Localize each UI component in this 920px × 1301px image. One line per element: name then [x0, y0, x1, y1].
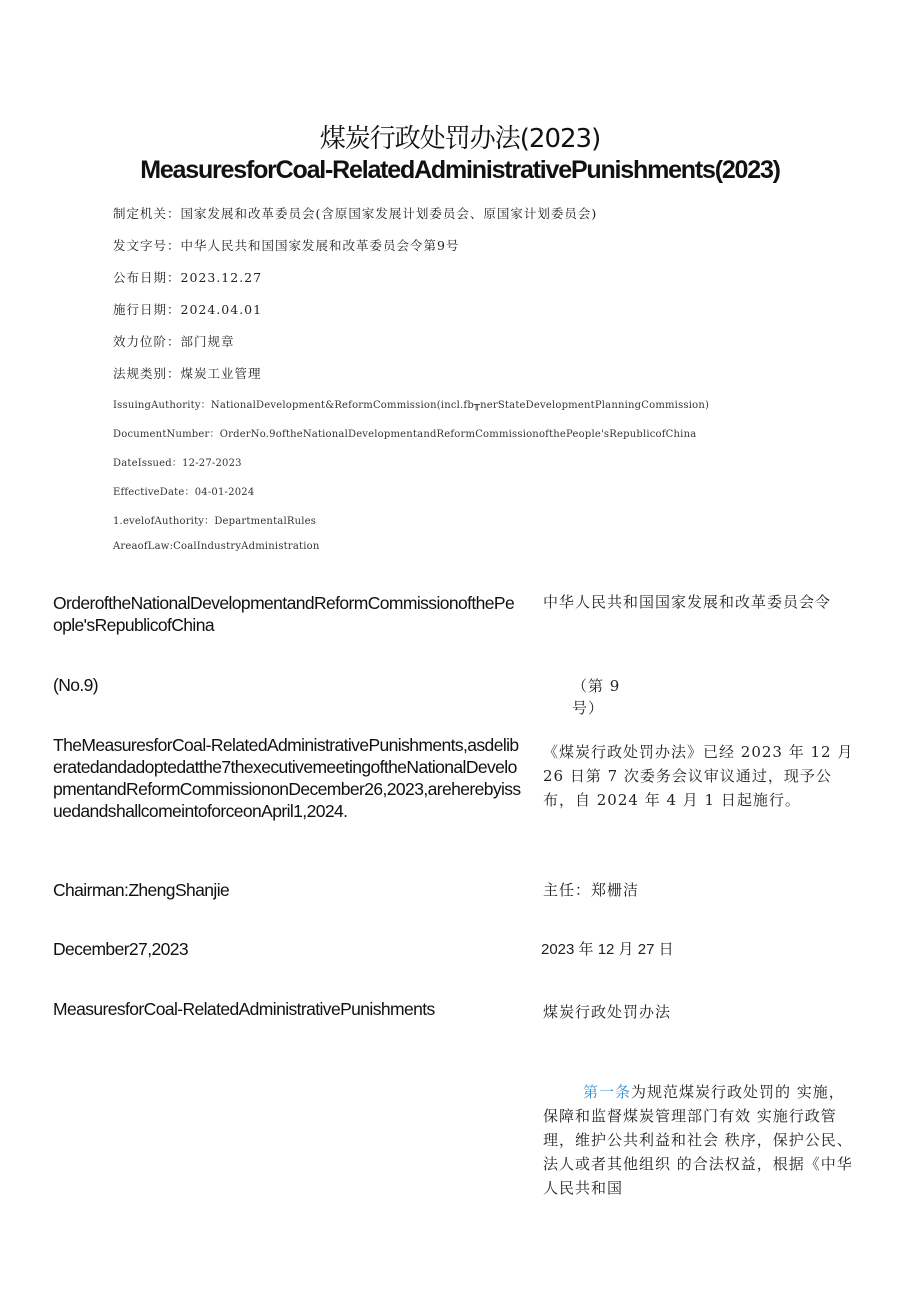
document-title-en: MeasuresforCoal-RelatedAdministrativePunishments(2023): [140, 156, 780, 184]
measures-paragraph-en: TheMeasuresforCoal-RelatedAdministrativePunishments,asdeliberatedandadoptedatthe7thexecutivemeetingoftheNationalDevelopmentandReformCommissiononDecember26,2023,areherebyissuedandshallcomeintoforceonApril1,2024.: [53, 735, 521, 821]
meta-issuing-authority-en: IssuingAuthority：NationalDevelopment&ReformCommission(incl.fb╥nerStateDevelopmentPlanningCommission): [113, 400, 710, 411]
order-title-en: OrderoftheNationalDevelopmentandReformCommissionofthePeople'sRepublicofChina: [53, 593, 515, 635]
meta-effective-date-cn: 施行日期：2024.04.01: [113, 302, 263, 317]
meta-area-of-law-cn: 法规类别：煤炭工业管理: [113, 366, 262, 381]
order-number-en: (No.9): [53, 675, 99, 695]
meta-effective-date-en: EffectiveDate：04-01-2024: [113, 487, 255, 498]
order-number-cn-line2: 号）: [572, 699, 605, 717]
measures-paragraph-cn: 《煤炭行政处罚办法》已经 2023 年 12 月 26 日第 7 次委务会议审议通过，现予公布，自 2024 年 4 月 1 日起施行。: [543, 743, 854, 809]
chairman-cn: 主任：郑栅洁: [543, 881, 640, 899]
signing-date-en: December27,2023: [53, 939, 188, 959]
document-title-cn: 煤炭行政处罚办法(2023): [319, 124, 601, 154]
article-1-text: 为规范煤炭行政处罚的 实施，保障和监督煤炭管理部门有效 实施行政管理，维护公共利益和社会 秩序，保护公民、法人或者其他组织 的合法权益，根据《中华人民共和国: [543, 1083, 853, 1197]
meta-document-number-cn: 发文字号：中华人民共和国国家发展和改革委员会令第9号: [113, 238, 460, 253]
meta-level-of-authority-en: 1.evelofAuthority：DepartmentalRules: [113, 516, 317, 527]
order-title-cn: 中华人民共和国国家发展和改革委员会令: [543, 593, 832, 611]
meta-issuing-authority-cn: 制定机关：国家发展和改革委员会(含原国家发展计划委员会、原国家计划委员会): [113, 206, 598, 221]
measures-subtitle-en: MeasuresforCoal-RelatedAdministrativePunishments: [53, 999, 435, 1019]
order-number-cn-line1: （第 9: [572, 677, 621, 695]
meta-document-number-en: DocumentNumber：OrderNo.9oftheNationalDevelopmentandReformCommissionofthePeople'sRepublicofChina: [113, 429, 697, 440]
chairman-en: Chairman:ZhengShanjie: [53, 880, 230, 900]
meta-date-issued-en: DateIssued：12-27-2023: [113, 458, 242, 469]
measures-subtitle-cn: 煤炭行政处罚办法: [543, 1003, 672, 1021]
signing-date-cn: 2023 年 12 月 27 日: [541, 941, 674, 958]
meta-level-of-authority-cn: 效力位阶：部门规章: [113, 334, 235, 349]
article-1-heading: 第一条: [583, 1083, 632, 1101]
meta-area-of-law-en: AreaofLaw:CoalIndustryAdministration: [113, 541, 320, 552]
meta-date-issued-cn: 公布日期：2023.12.27: [113, 270, 263, 285]
article-1-cn: [543, 1080, 858, 1200]
